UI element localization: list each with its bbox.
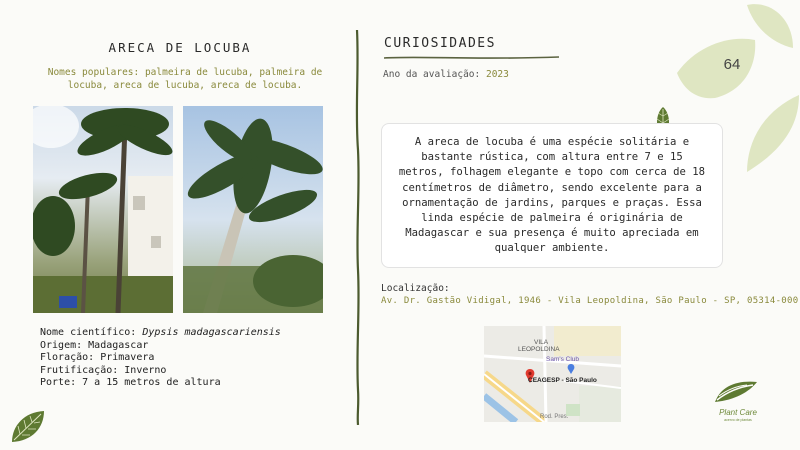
- map-poi-club: Sam's Club: [546, 356, 580, 363]
- origin: Origem: Madagascar: [40, 339, 149, 351]
- palm-photo-1: [33, 106, 173, 313]
- leaf-icon: [8, 408, 48, 446]
- map-district-line1: VILA: [534, 339, 549, 346]
- popular-names: Nomes populares: palmeira de lucuba, palmeira de locuba, areca de lucuba, areca de locuba.: [47, 67, 323, 91]
- plant-info: [40, 327, 281, 390]
- description-card: A areca de locuba é uma espécie solitária e bastante rústica, com altura entre 7 e 15 metros, folhagem elegante e topo com cerca de 18 centímetros de diâmetro, sendo excelente para a ornamentação de jardins, parques e praças. Essa linda espécie de palmeira é originária de Madagascar e sua presença é muito apreciada em qualquer ambiente.: [381, 123, 723, 268]
- brand-tagline: acervo de plantas: [724, 418, 752, 422]
- map-pin-icon: [567, 364, 575, 374]
- location-address: Av. Dr. Gastão Vidigal, 1946 - Vila Leopoldina, São Paulo - SP, 05314-000: [381, 296, 799, 306]
- map-district-line2: LEOPOLDINA: [518, 346, 560, 353]
- page-number: 64: [723, 56, 741, 73]
- curiosities-heading: CURIOSIDADES: [384, 36, 496, 51]
- scientific-name: Nome científico: Dypsis madagascariensis: [40, 327, 281, 338]
- center-divider: [352, 30, 364, 425]
- plant-name: ARECA DE LOCUBA: [108, 40, 252, 55]
- heading-underline: [384, 55, 559, 61]
- map-road: Rod. Pres.: [540, 414, 569, 420]
- evaluation-year: Ano da avaliação: 2023: [383, 69, 509, 80]
- flowering: Floração: Primavera: [40, 352, 155, 363]
- location-map[interactable]: [484, 326, 621, 422]
- size: Porte: 7 a 15 metros de altura: [40, 377, 221, 388]
- palm-photo-2: [183, 106, 323, 313]
- plant-care-logo-icon: [713, 378, 759, 404]
- brand-name: Plant Care: [719, 408, 757, 417]
- map-poi-ceagesp: CEAGESP - São Paulo: [528, 377, 597, 384]
- location-label: Localização:: [381, 283, 450, 294]
- decorative-leaves: [675, 0, 800, 175]
- fruiting: Frutificação: Inverno: [40, 364, 167, 376]
